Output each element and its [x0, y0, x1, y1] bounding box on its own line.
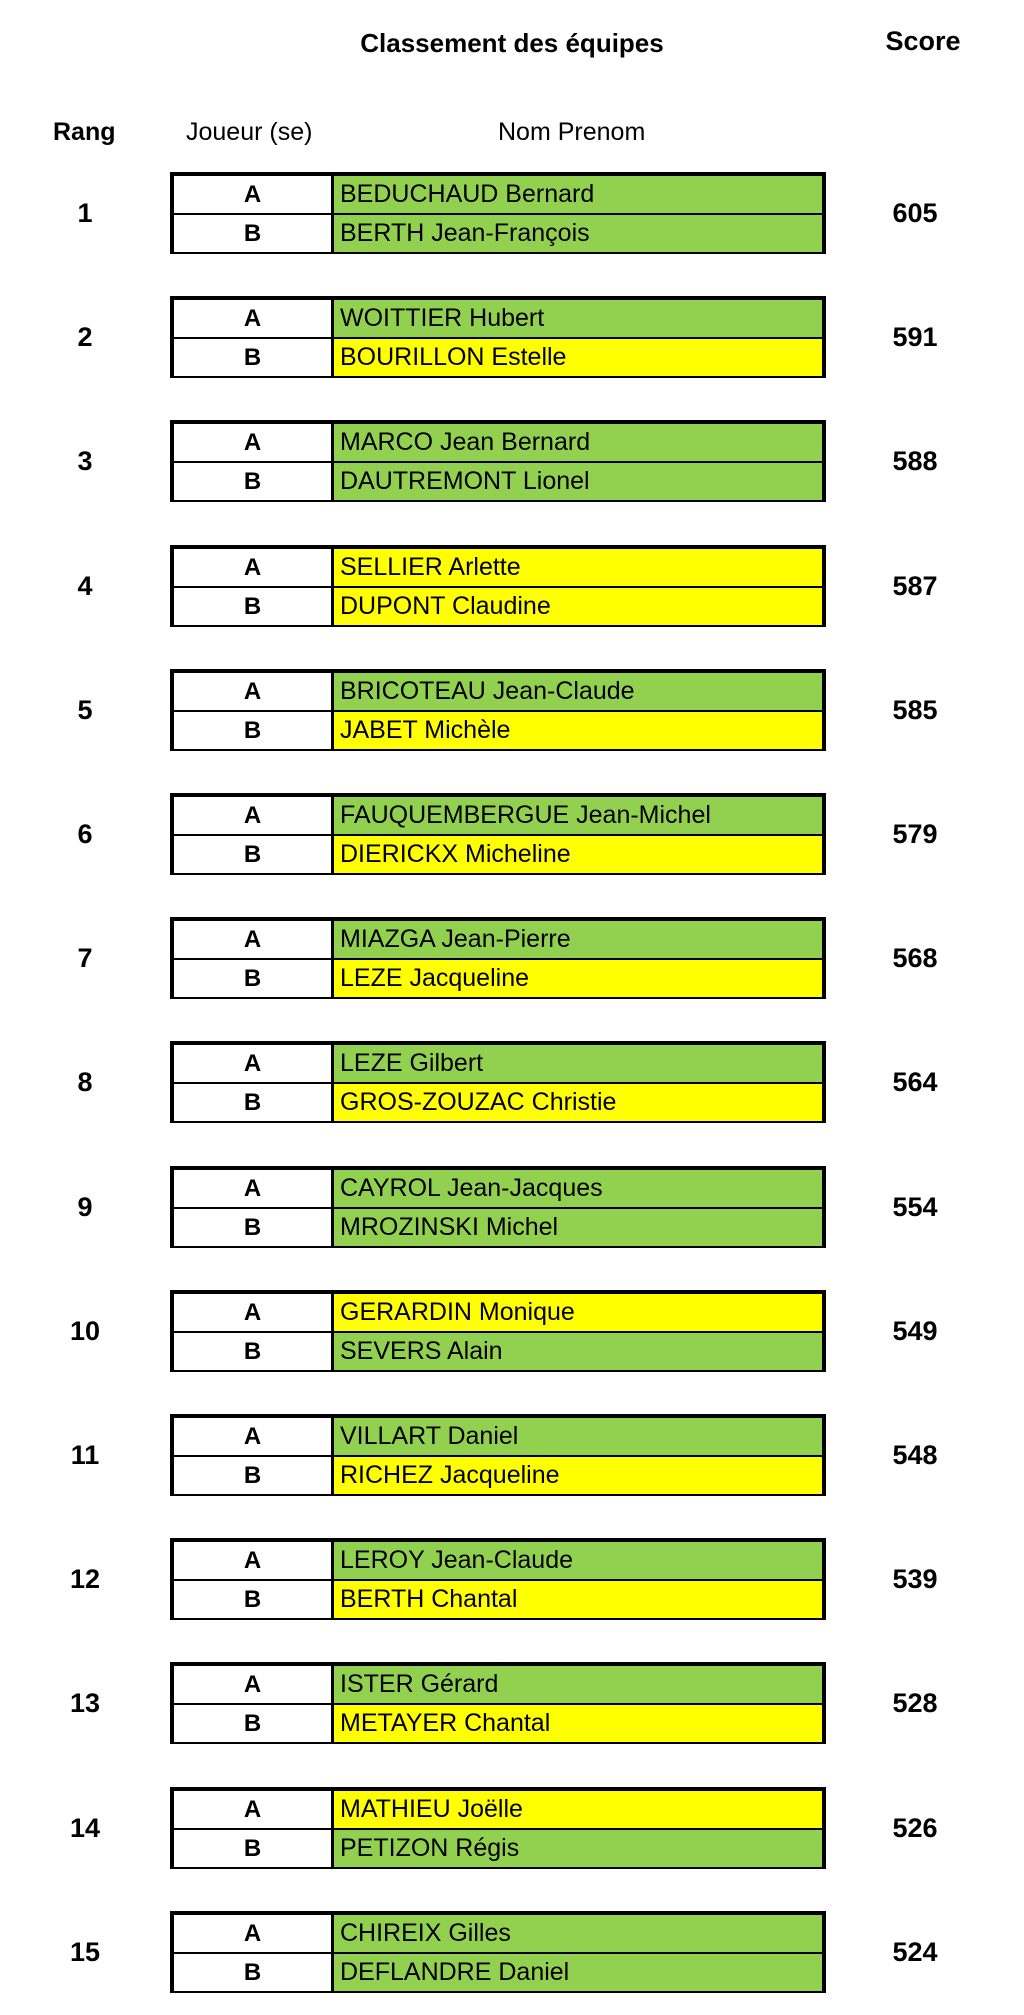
player-letter: A [174, 1666, 334, 1703]
rank-value: 7 [77, 943, 93, 973]
player-letter: A [174, 921, 334, 958]
player-letter: A [174, 176, 334, 213]
player-letter: A [174, 1170, 334, 1207]
player-row [174, 1418, 822, 1457]
rank-value: 3 [77, 446, 93, 476]
rank-value: 5 [77, 695, 93, 725]
player-row [174, 1705, 822, 1742]
player-letter: A [174, 424, 334, 461]
player-letter: B [174, 712, 334, 749]
score-value: 585 [892, 695, 938, 725]
player-letter: B [174, 1705, 334, 1742]
player-row [174, 1830, 822, 1867]
player-row [174, 463, 822, 500]
rank-value: 14 [69, 1813, 101, 1843]
player-letter: B [174, 588, 334, 625]
player-letter: A [174, 1294, 334, 1331]
player-letter: B [174, 463, 334, 500]
team-players-box [170, 917, 826, 999]
team-row [0, 917, 1024, 1007]
team-row [0, 1414, 1024, 1504]
player-row [174, 1542, 822, 1581]
player-name: SEVERS Alain [334, 1333, 822, 1370]
player-name: MROZINSKI Michel [334, 1209, 822, 1246]
score-value: 549 [892, 1316, 938, 1346]
rank-value: 13 [69, 1688, 101, 1718]
player-name: ISTER Gérard [334, 1666, 822, 1703]
player-name: LEZE Jacqueline [334, 960, 822, 997]
player-name: BEDUCHAUD Bernard [334, 176, 822, 213]
player-row [174, 1954, 822, 1991]
score-value: 587 [892, 571, 938, 601]
team-row [0, 1290, 1024, 1380]
score-value: 588 [892, 446, 938, 476]
player-letter: B [174, 1954, 334, 1991]
player-name: DUPONT Claudine [334, 588, 822, 625]
player-name: CAYROL Jean-Jacques [334, 1170, 822, 1207]
player-row [174, 797, 822, 836]
player-name: VILLART Daniel [334, 1418, 822, 1455]
player-row [174, 588, 822, 625]
player-row [174, 712, 822, 749]
player-row [174, 1045, 822, 1084]
player-name: BRICOTEAU Jean-Claude [334, 673, 822, 710]
player-letter: B [174, 215, 334, 252]
header-nom-prenom: Nom Prenom [498, 118, 646, 146]
player-name: MIAZGA Jean-Pierre [334, 921, 822, 958]
team-row [0, 1538, 1024, 1628]
score-value: 548 [892, 1440, 938, 1470]
player-letter: B [174, 339, 334, 376]
player-name: RICHEZ Jacqueline [334, 1457, 822, 1494]
player-name: DEFLANDRE Daniel [334, 1954, 822, 1991]
header-rang: Rang [53, 118, 116, 146]
team-row [0, 296, 1024, 386]
team-players-box [170, 1414, 826, 1496]
player-row [174, 424, 822, 463]
player-letter: A [174, 1915, 334, 1952]
player-name: GROS-ZOUZAC Christie [334, 1084, 822, 1121]
player-letter: B [174, 1581, 334, 1618]
rank-value: 11 [70, 1440, 100, 1470]
header-joueur: Joueur (se) [186, 118, 313, 146]
score-value: 579 [892, 819, 938, 849]
player-name: METAYER Chantal [334, 1705, 822, 1742]
player-name: MATHIEU Joëlle [334, 1791, 822, 1828]
player-row [174, 1294, 822, 1333]
team-row [0, 1166, 1024, 1256]
player-row [174, 1457, 822, 1494]
team-players-box [170, 1787, 826, 1869]
player-letter: A [174, 797, 334, 834]
player-name: FAUQUEMBERGUE Jean-Michel [334, 797, 822, 834]
score-value: 524 [892, 1937, 938, 1967]
rank-value: 4 [77, 571, 93, 601]
player-row [174, 1333, 822, 1370]
player-row [174, 960, 822, 997]
rank-value: 2 [77, 322, 93, 352]
team-row [0, 545, 1024, 635]
player-name: CHIREIX Gilles [334, 1915, 822, 1952]
player-letter: B [174, 836, 334, 873]
player-letter: A [174, 1418, 334, 1455]
rank-value: 10 [69, 1316, 101, 1346]
team-row [0, 1911, 1024, 2001]
page-title: Classement des équipes [360, 28, 664, 58]
player-row [174, 339, 822, 376]
player-name: SELLIER Arlette [334, 549, 822, 586]
header-score: Score [885, 26, 961, 56]
player-name: GERARDIN Monique [334, 1294, 822, 1331]
player-letter: B [174, 1084, 334, 1121]
team-players-box [170, 1166, 826, 1248]
player-name: BOURILLON Estelle [334, 339, 822, 376]
team-players-box [170, 793, 826, 875]
player-name: DIERICKX Micheline [334, 836, 822, 873]
team-row [0, 420, 1024, 510]
player-letter: A [174, 1791, 334, 1828]
team-players-box [170, 1290, 826, 1372]
player-name: MARCO Jean Bernard [334, 424, 822, 461]
player-name: JABET Michèle [334, 712, 822, 749]
player-letter: B [174, 1209, 334, 1246]
score-value: 564 [892, 1067, 938, 1097]
rank-value: 15 [69, 1937, 101, 1967]
player-row [174, 673, 822, 712]
player-letter: B [174, 1457, 334, 1494]
score-value: 568 [892, 943, 938, 973]
player-row [174, 921, 822, 960]
player-row [174, 1915, 822, 1954]
player-letter: B [174, 1333, 334, 1370]
score-value: 528 [892, 1688, 938, 1718]
player-row [174, 1666, 822, 1705]
team-players-box [170, 1041, 826, 1123]
player-name: WOITTIER Hubert [334, 300, 822, 337]
rank-value: 1 [77, 198, 93, 228]
team-row [0, 793, 1024, 883]
player-letter: B [174, 1830, 334, 1867]
rank-value: 6 [77, 819, 93, 849]
score-value: 554 [892, 1192, 938, 1222]
team-players-box [170, 420, 826, 502]
score-value: 605 [892, 198, 938, 228]
score-value: 526 [892, 1813, 938, 1843]
player-letter: B [174, 960, 334, 997]
player-name: LEROY Jean-Claude [334, 1542, 822, 1579]
score-value: 539 [892, 1564, 938, 1594]
player-name: LEZE Gilbert [334, 1045, 822, 1082]
team-row [0, 172, 1024, 262]
team-players-box [170, 1538, 826, 1620]
player-letter: A [174, 300, 334, 337]
team-players-box [170, 1662, 826, 1744]
player-letter: A [174, 673, 334, 710]
player-row [174, 1209, 822, 1246]
player-name: BERTH Chantal [334, 1581, 822, 1618]
player-row [174, 300, 822, 339]
score-value: 591 [892, 322, 938, 352]
player-row [174, 1791, 822, 1830]
player-letter: A [174, 1542, 334, 1579]
rank-value: 12 [69, 1564, 101, 1594]
team-players-box [170, 545, 826, 627]
player-name: PETIZON Régis [334, 1830, 822, 1867]
team-players-box [170, 669, 826, 751]
team-players-box [170, 296, 826, 378]
player-row [174, 836, 822, 873]
player-row [174, 1170, 822, 1209]
team-row [0, 669, 1024, 759]
rank-value: 9 [77, 1192, 93, 1222]
team-row [0, 1041, 1024, 1131]
team-row [0, 1662, 1024, 1752]
team-row [0, 1787, 1024, 1877]
player-row [174, 1581, 822, 1618]
player-row [174, 215, 822, 252]
team-players-box [170, 172, 826, 254]
player-name: BERTH Jean-François [334, 215, 822, 252]
player-row [174, 549, 822, 588]
player-row [174, 1084, 822, 1121]
player-row [174, 176, 822, 215]
team-players-box [170, 1911, 826, 1993]
player-name: DAUTREMONT Lionel [334, 463, 822, 500]
player-letter: A [174, 549, 334, 586]
rank-value: 8 [77, 1067, 93, 1097]
player-letter: A [174, 1045, 334, 1082]
